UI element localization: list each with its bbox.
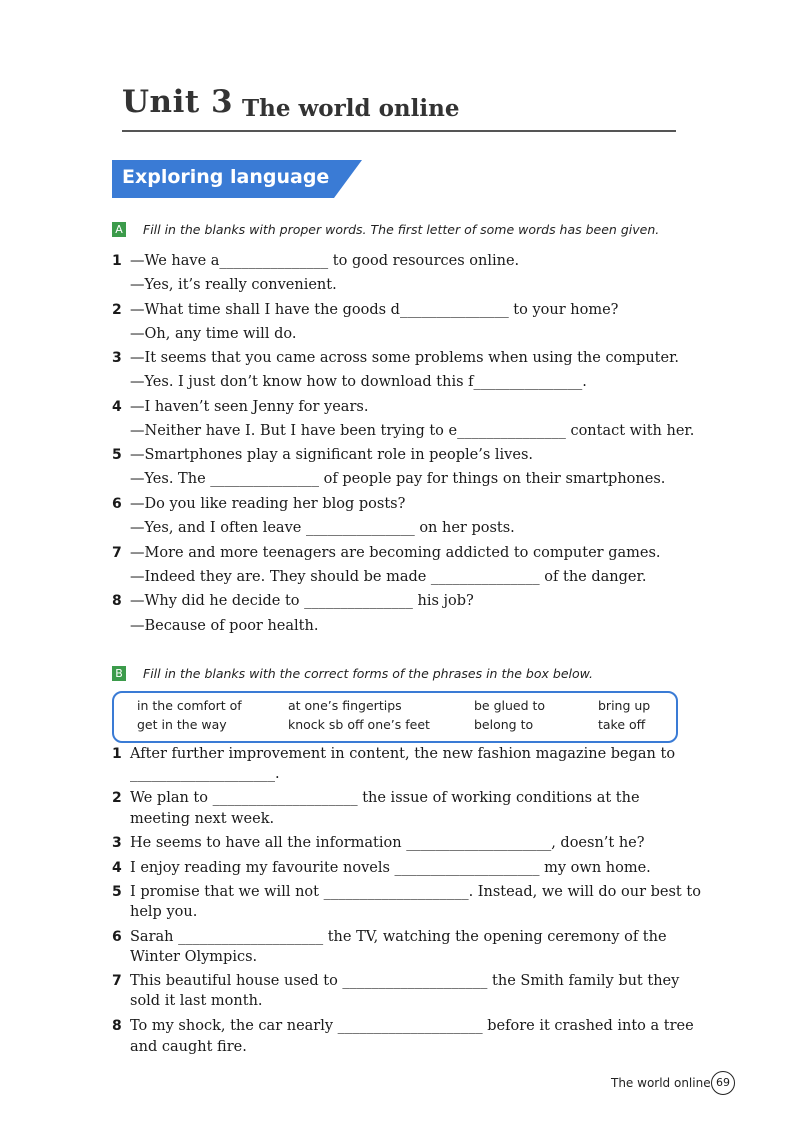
item-line: —Smartphones play a significant role in people’s lives. bbox=[130, 447, 533, 463]
section-b-letter: B bbox=[112, 666, 126, 681]
section-banner bbox=[112, 160, 362, 198]
item-number: 1 bbox=[112, 746, 122, 762]
phrase-item: take off bbox=[598, 717, 646, 732]
item-line: —Yes, it’s really convenient. bbox=[130, 277, 337, 293]
item-line: Sarah ____________________ the TV, watching the opening ceremony of the bbox=[130, 929, 667, 945]
item-number: 8 bbox=[112, 1018, 122, 1034]
item-line: —Oh, any time will do. bbox=[130, 326, 297, 342]
phrase-item: knock sb off one’s feet bbox=[288, 717, 430, 732]
banner-title: Exploring language bbox=[122, 166, 330, 188]
item-line: —More and more teenagers are becoming addicted to computer games. bbox=[130, 545, 661, 561]
header-rule bbox=[122, 130, 676, 132]
phrase-item: be glued to bbox=[474, 698, 546, 713]
item-line: sold it last month. bbox=[130, 993, 263, 1009]
item-number: 7 bbox=[112, 545, 122, 561]
list-item bbox=[112, 350, 679, 366]
list-item bbox=[112, 860, 651, 876]
item-number: 2 bbox=[112, 790, 122, 806]
item-line: and caught fire. bbox=[130, 1039, 247, 1055]
item-line: —Yes, and I often leave _______________ on her posts. bbox=[130, 520, 515, 536]
list-item bbox=[112, 746, 675, 762]
item-number: 6 bbox=[112, 496, 122, 512]
item-number: 1 bbox=[112, 253, 122, 269]
unit-label: Unit 3 bbox=[122, 84, 234, 120]
item-number: 2 bbox=[112, 302, 122, 318]
phrase-item: get in the way bbox=[137, 717, 227, 732]
item-line: —Yes. I just don’t know how to download this f_______________. bbox=[130, 374, 587, 390]
item-line: —It seems that you came across some problems when using the computer. bbox=[130, 350, 680, 366]
item-number: 5 bbox=[112, 447, 122, 463]
list-item bbox=[112, 929, 667, 945]
item-line: —Yes. The _______________ of people pay for things on their smartphones. bbox=[130, 471, 666, 487]
item-line: —Neither have I. But I have been trying to e_______________ contact with her. bbox=[130, 423, 695, 439]
list-item bbox=[112, 496, 405, 512]
item-line: help you. bbox=[130, 904, 198, 920]
item-line: We plan to ____________________ the issue of working conditions at the bbox=[130, 790, 640, 806]
list-item bbox=[112, 593, 474, 609]
page-header bbox=[122, 84, 460, 122]
list-item bbox=[112, 302, 618, 318]
item-line: —Do you like reading her blog posts? bbox=[130, 496, 406, 512]
list-item bbox=[112, 973, 679, 989]
item-line: ____________________. bbox=[130, 766, 280, 782]
phrase-item: bring up bbox=[598, 698, 651, 713]
item-line: This beautiful house used to ____________________ the Smith family but they bbox=[130, 973, 680, 989]
item-line: —Indeed they are. They should be made _______________ of the danger. bbox=[130, 569, 647, 585]
list-item bbox=[112, 884, 701, 900]
section-a-letter: A bbox=[112, 222, 126, 237]
item-number: 4 bbox=[112, 860, 122, 876]
item-number: 5 bbox=[112, 884, 122, 900]
item-line: He seems to have all the information ____________________, doesn’t he? bbox=[130, 835, 645, 851]
item-line: —I haven’t seen Jenny for years. bbox=[130, 399, 369, 415]
list-item bbox=[112, 835, 645, 851]
phrase-item: belong to bbox=[474, 717, 534, 732]
item-line: —We have a_______________ to good resources online. bbox=[130, 253, 520, 269]
item-line: To my shock, the car nearly ____________________ before it crashed into a tree bbox=[130, 1018, 694, 1034]
item-line: meeting next week. bbox=[130, 811, 275, 827]
item-number: 3 bbox=[112, 835, 122, 851]
item-line: I enjoy reading my favourite novels ____________________ my own home. bbox=[130, 860, 651, 876]
list-item bbox=[112, 253, 519, 269]
list-item bbox=[112, 545, 661, 561]
item-number: 3 bbox=[112, 350, 122, 366]
page-title: The world online bbox=[242, 95, 460, 122]
phrase-item: at one’s fingertips bbox=[288, 698, 402, 713]
page-number: 69 bbox=[711, 1071, 735, 1095]
list-item bbox=[112, 399, 368, 415]
item-line: —Because of poor health. bbox=[130, 618, 319, 634]
section-a-instruction: Fill in the blanks with proper words. The first letter of some words has been given. bbox=[143, 222, 660, 237]
item-line: After further improvement in content, the new fashion magazine began to bbox=[130, 746, 676, 762]
list-item bbox=[112, 1018, 694, 1034]
list-item bbox=[112, 790, 640, 806]
item-number: 4 bbox=[112, 399, 122, 415]
item-number: 7 bbox=[112, 973, 122, 989]
item-line: —What time shall I have the goods d_______________ to your home? bbox=[130, 302, 619, 318]
phrase-item: in the comfort of bbox=[137, 698, 242, 713]
item-number: 6 bbox=[112, 929, 122, 945]
item-number: 8 bbox=[112, 593, 122, 609]
footer-title: The world online bbox=[611, 1076, 711, 1090]
item-line: Winter Olympics. bbox=[130, 949, 258, 965]
item-line: I promise that we will not ____________________. Instead, we will do our best to bbox=[130, 884, 701, 900]
list-item bbox=[112, 447, 533, 463]
item-line: —Why did he decide to _______________ his job? bbox=[130, 593, 474, 609]
section-b-instruction: Fill in the blanks with the correct forms of the phrases in the box below. bbox=[143, 666, 594, 681]
